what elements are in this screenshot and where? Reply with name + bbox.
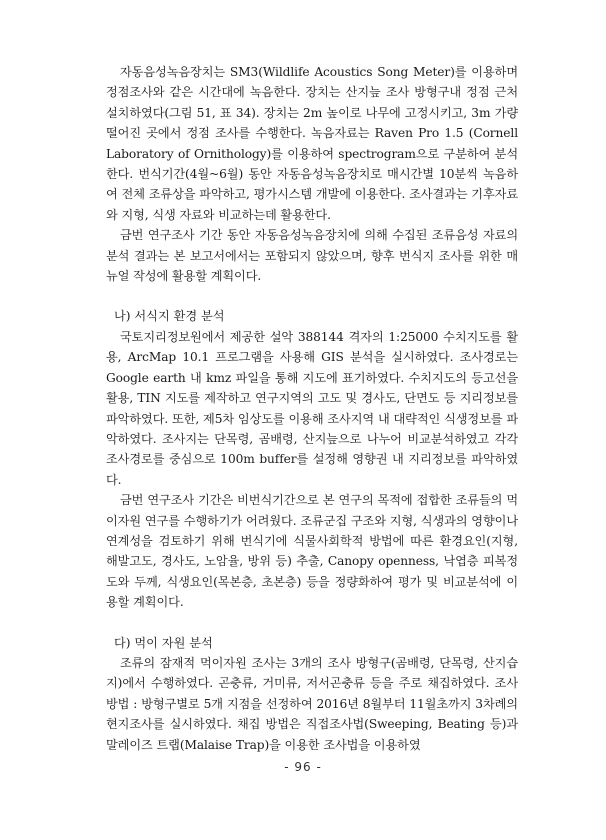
paragraph-gis-analysis: 국토지리정보원에서 제공한 설악 388144 격자의 1:25000 수치지도를 활용, ArcMap 10.1 프로그램을 사용해 GIS 분석을 실시하였다. 조사경로는 Google earth 내 kmz 파일을 통해 지도에 표기하였다. 수치지도의 등고선을 활용, TIN 지도를 제작하고 연구지역의 고도 및 경사도, 단면도 등 지리정보를 파악하였다. 또한, 제5차 임상도를 이용해 조사지역 내 대략적인 식생정보를 파악하였다. 조사지는 단목령, 곰배령, 산지늪으로 나누어 비교분석하였고 각각 조사경로를 중심으로 100m buffer를 설정해 영향권 내 지리정보를 파악하였다. xyxy=(106,329,518,487)
section-gap xyxy=(106,286,518,306)
section-heading-habitat: 나) 서식지 환경 분석 xyxy=(114,309,225,324)
section-gap xyxy=(106,613,518,633)
page-number: - 96 - xyxy=(284,760,322,774)
paragraph-recorder-method: 자동음성녹음장치는 SM3(Wildlife Acoustics Song Meter)를 이용하며 정점조사와 같은 시간대에 녹음한다. 장치는 산지늪 조사 방형구내 정점 근처 설치하였다(그림 51, 표 34). 장치는 2m 높이로 나무에 고정시키고, 3m 가량 떨어진 곳에서 정점 조사를 수행한다. 녹음자료는 Raven Pro 1.5 (Cornell Laboratory of Ornithology)를 이용하여 spectrogram으로 구분하여 분석한다. 번식기간(4월~6월) 동안 자동음성녹음장치로 매시간별 10분씩 녹음하여 전체 조류상을 파악하고, 평가시스템 개발에 이용한다. 조사결과는 기후자료와 지형, 식생 자료와 비교하는데 활용한다. xyxy=(106,65,518,222)
page-body xyxy=(106,62,518,755)
paragraph-food-survey: 조류의 잠재적 먹이자원 조사는 3개의 조사 방형구(곰배령, 단목령, 산지습지)에서 수행하였다. 곤충류, 거미류, 저서곤충류 등을 주로 채집하였다. 조사 방법 : 방형구별로 5개 지점을 선정하여 2016년 8월부터 11월초까지 3차례의 현지조사를 실시하였다. 채집 방법은 직접조사법(Sweeping, Beating 등)과 말레이즈 트랩(Malaise Trap)을 이용한 조사법을 이용하였 xyxy=(106,655,518,752)
paragraph-habitat-plan: 금번 연구조사 기간은 비번식기간으로 본 연구의 목적에 접합한 조류들의 먹이자원 연구를 수행하기가 어려웠다. 조류군집 구조와 지형, 식생과의 영향이나 연계성을 검토하기 위해 번식기에 식물사회학적 방법에 따른 환경요인(지형, 해발고도, 경사도, 노암율, 방위 등) 추출, Canopy openness, 낙엽층 피복정도와 두께, 식생요인(목본층, 초본층) 등을 정량화하여 평가 및 비교분석에 이용할 계획이다. xyxy=(106,493,518,610)
paragraph-recorder-plan: 금번 연구조사 기간 동안 자동음성녹음장치에 의해 수집된 조류음성 자료의 분석 결과는 본 보고서에서는 포함되지 않았으며, 향후 번식지 조사를 위한 매뉴얼 작성에 활용할 계획이다. xyxy=(106,228,518,284)
section-heading-food: 다) 먹이 자원 분석 xyxy=(114,635,213,650)
